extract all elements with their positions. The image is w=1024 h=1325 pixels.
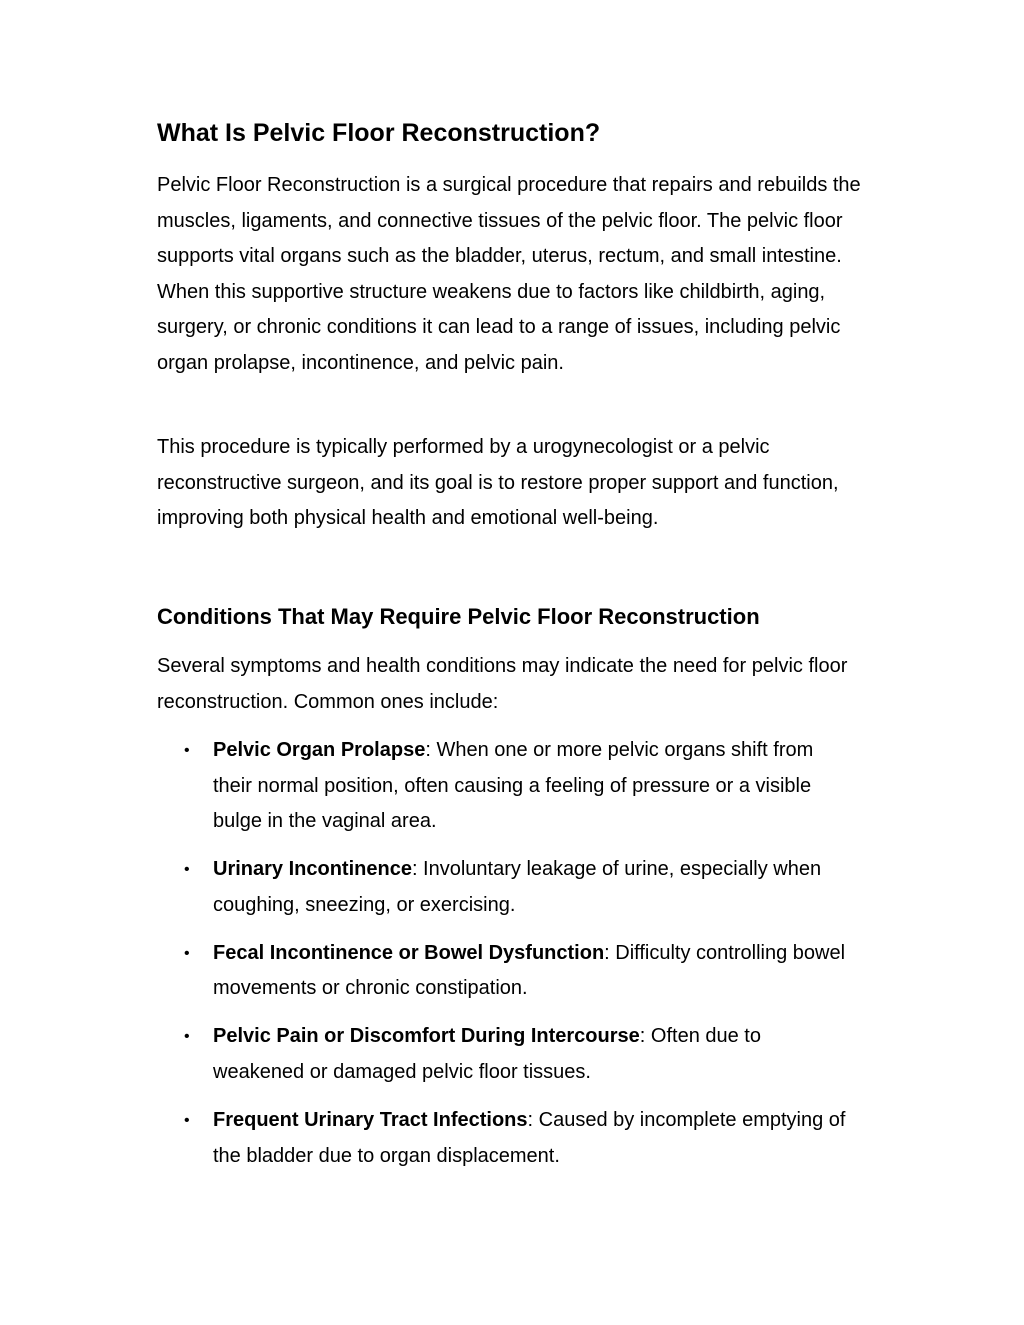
- conditions-list: [157, 733, 869, 1186]
- section-heading-what-is: What Is Pelvic Floor Reconstruction?: [157, 119, 601, 147]
- list-item-description: : Involuntary leakage of urine, especially when coughing, sneezing, or exercising.: [213, 858, 822, 916]
- list-item-description: : Caused by incomplete emptying of the bladder due to organ displacement.: [213, 1108, 846, 1167]
- bullet-icon: •: [184, 944, 190, 962]
- list-item-description: : When one or more pelvic organs shift from their normal position, often causing a feeling of pressure or a visible bulge in the vaginal area.: [213, 739, 814, 833]
- paragraph-conditions-intro: Several symptoms and health conditions may indicate the need for pelvic floor reconstruction. Common ones include:: [157, 655, 848, 713]
- list-item: [157, 852, 853, 923]
- list-item-term: Pelvic Organ Prolapse: [213, 739, 426, 761]
- list-item-term: Urinary Incontinence: [213, 858, 412, 881]
- list-item-term: Frequent Urinary Tract Infections: [213, 1108, 528, 1131]
- list-item: [157, 1019, 853, 1090]
- paragraph-definition: Pelvic Floor Reconstruction is a surgical procedure that repairs and rebuilds the muscles, ligaments, and connective tissues of the pelvic floor. The pelvic floor supports vital organs such as the bladder, uterus, rectum, and small intestine. When this supportive structure weakens due to factors like childbirth, aging, surgery, or chronic conditions it can lead to a range of issues, including pelvic organ prolapse, incontinence, and pelvic pain.: [157, 174, 861, 374]
- list-item-term: Fecal Incontinence or Bowel Dysfunction: [213, 941, 605, 964]
- bullet-icon: •: [184, 742, 190, 759]
- bullet-icon: •: [184, 1111, 190, 1129]
- paragraph-procedure: This procedure is typically performed by a urogynecologist or a pelvic reconstructive surgeon, and its goal is to restore proper support and function, improving both physical health and emotional well-being.: [157, 436, 839, 530]
- list-item: [157, 1103, 853, 1174]
- bullet-icon: •: [184, 861, 190, 879]
- section-heading-conditions: Conditions That May Require Pelvic Floor Reconstruction: [157, 604, 760, 629]
- list-item: [157, 936, 853, 1007]
- list-item-description: : Difficulty controlling bowel movements or chronic constipation.: [213, 941, 846, 1000]
- list-item-term: Pelvic Pain or Discomfort During Intercourse: [213, 1025, 640, 1048]
- list-item: [157, 733, 853, 840]
- bullet-icon: •: [184, 1028, 190, 1046]
- list-item-description: : Often due to weakened or damaged pelvic floor tissues.: [213, 1025, 761, 1083]
